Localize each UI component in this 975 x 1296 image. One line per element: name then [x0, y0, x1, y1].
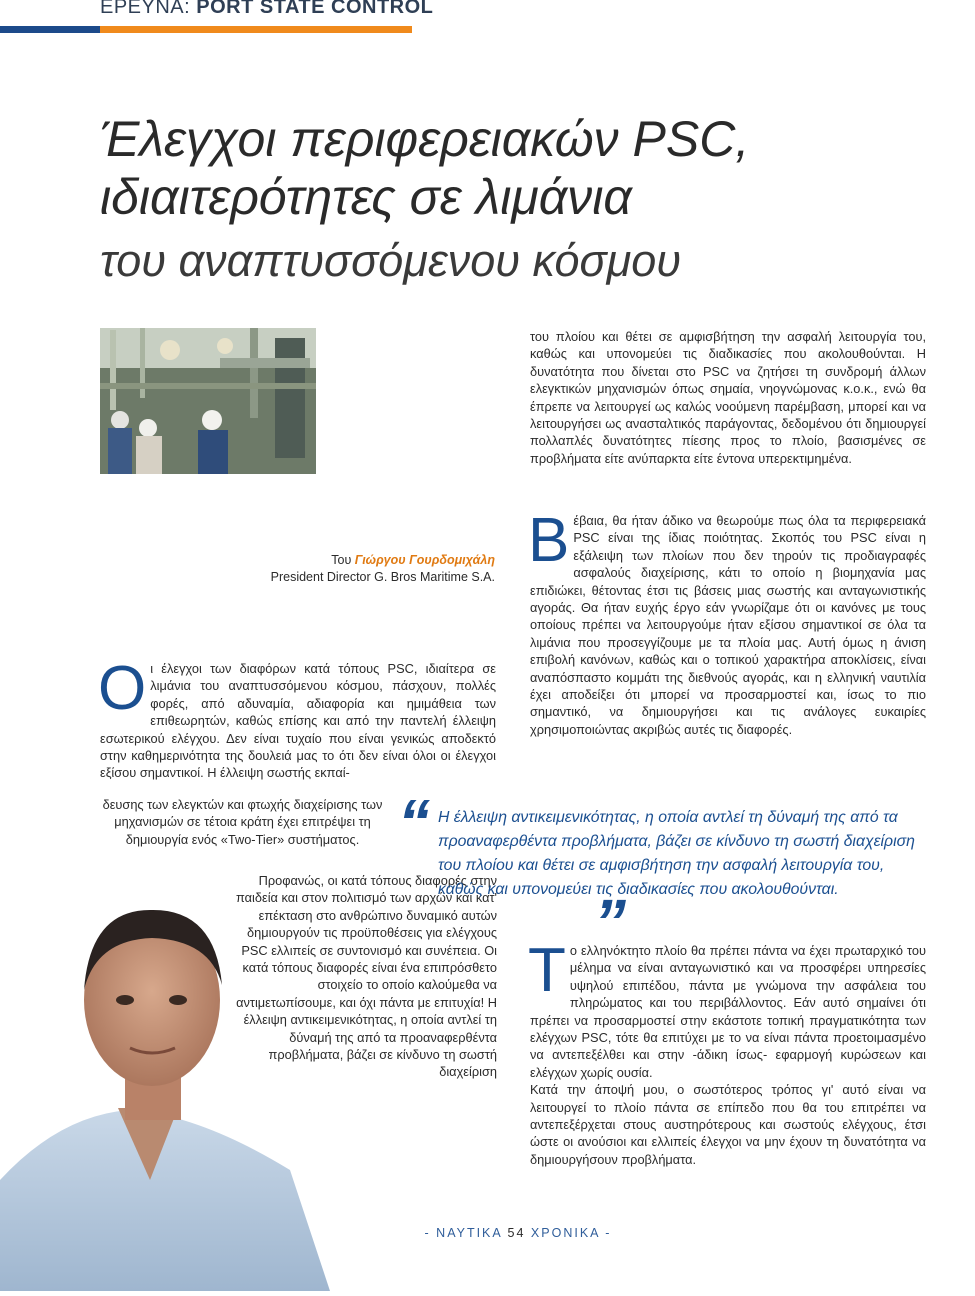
dropcap-o: Ο — [98, 654, 147, 723]
header-bar-blue — [0, 26, 100, 33]
left-bottom-text — [220, 872, 497, 1081]
right-paragraph-1: του πλοίου και θέτει σε αμφισβήτηση την ασφαλή λειτουργία του, καθώς και υπονομεύει τις διαδικασίες που ακολουθούνται. Η δυνατότητα που δίνεται στο PSC να ζητήσει τη συνδρομή άλλων ελεγκτικών μηχανισμών όπως σημαία, νηογνώμονας κ.ο.κ., ενώ θα έπρεπε να λειτουργεί ως καλώς νοούμενη παρέμβαση, μπορεί και να λειτουργήσει ως ανασταλτικός παράγοντας, δεδομένου ότι δημιουργεί πολλαπλές δυνατότητες πίεσης προς το πλοίο, βασισμένες σε προβλήματα είτε ανύπαρκτα είτε έντονα υπερεκτιμημένα. — [530, 329, 926, 466]
page-footer — [0, 1226, 975, 1240]
title-line-1: Έλεγχοι περιφερειακών PSC, — [100, 111, 750, 167]
right-bottom-text — [528, 936, 926, 1168]
title-line-3: του αναπτυσσόμενου κόσμου — [100, 235, 682, 286]
author-prefix: Του — [331, 553, 352, 567]
section-prefix: ΕΡΕΥΝΑ: — [100, 0, 191, 18]
dropcap-v: Β — [528, 506, 570, 575]
title-line-2: ιδιαιτερότητες σε λιμάνια — [100, 169, 632, 225]
left-body-text — [98, 654, 496, 782]
left-paragraph-3: Προφανώς, οι κατά τόπους διαφορές στην παιδεία και στον πολιτισμό των αρχών και κατ' επέκταση στο ανθρώπινο δυναμικό αυτών δημιουργούν τις προϋποθέσεις για ελέγχους PSC ελλιπείς σε συντονισμό και συνέπεια. Οι κατά τόπους διαφορές είναι ένα επιπρόσθετο στοιχείο το οποίο καλούμεθα να αντιμετωπίσουμε, και όχι πάντα με επιτυχία! Η έλλειψη αντικειμενικότητας, η οποία αντλεί τη δύναμή της από τα προαναφερθέντα προβλήματα, βάζει σε κίνδυνο τη σωστή διαχείριση — [236, 873, 497, 1080]
right-mid-text — [528, 506, 926, 738]
quote-close-mark: ” — [594, 886, 626, 958]
pull-quote: Η έλλειψη αντικειμενικότητας, η οποία αντλεί τη δύναμή της από τα προαναφερθέντα προβλήματα, βάζει σε κίνδυνο τη σωστή διαχείριση του πλοίου και θέτει σε αμφισβήτηση την ασφαλή λειτουργία του, καθώς και υπονομεύει τις διαδικασίες που ακολουθούνται. — [438, 809, 915, 898]
author-role: President Director G. Bros Maritime S.A. — [270, 570, 495, 584]
right-top-text — [530, 328, 926, 467]
article-title — [100, 110, 900, 296]
left-paragraph-1: ι έλεγχοι των διαφόρων κατά τόπους PSC, ιδιαίτερα σε λιμάνια του αναπτυσσόμενου κόσμου, πάσχουν, πολλές φορές, από αδυναμία, αδιαφορία και ημιμάθεια των επιθεωρητών, καθώς επίσης και από την παντελή έλλειψη εσωτερικού ελέγχου. Δεν είναι τυχαίο που είναι γενικώς αποδεκτό στην καθημερινότητα της δουλειά μας το ότι δεν είναι όλοι οι έλεγχοι εξίσου σημαντικοί. Η έλλειψη σωστής εκπαί- — [100, 661, 496, 781]
left-paragraph-2: δευσης των ελεγκτών και φτωχής διαχείρισης των μηχανισμών σε τέτοια κράτη έχει επιτρέψει τη δημιουργία ενός «Two-Tier» συστήματος. — [102, 797, 383, 847]
right-paragraph-3: ο ελληνόκτητο πλοίο θα πρέπει πάντα να έχει πρωταρχικό του μέλημα να είναι ανταγωνιστικό και να προσφέρει υπηρεσίες υψηλού επιπέδου, πάντα με γνώμονα την ασφάλεια του πληρώματος και του περιβάλλοντος. Εάν αυτό σημαίνει ότι πρέπει να προσαρμοστεί στην εκάστοτε τοπική πραγματικότητα των ελέγχων PSC, τότε θα επιτύχει με το να είναι πάντα προετοιμασμένο να αντεπεξέλθει και στην -άδικη ίσως- εφαρμογή κυρώσεων και ελέγχων χωρίς ουσία. — [530, 943, 926, 1080]
right-paragraph-2: έβαια, θα ήταν άδικο να θεωρούμε πως όλα τα περιφερειακά PSC είναι της ίδιας ποιότητας. Σκοπός του PSC είναι η εξάλειψη των πλοίων που δεν τηρούν τις προδιαγραφές ασφαλούς διαχείρισης, κάτι το οποίο η βιομηχανία μας επιδιώκει, θέτοντας έτσι τις βάσεις μιας σωστής και ανταγωνιστικής αγοράς. Θα ήταν ευχής έργο εάν γνωρίζαμε ότι οι κανόνες με τους οποίους πρέπει να λειτουργούμε ήταν εξίσου σημαντικοί σε όλα τα λιμάνια που προσεγγίζουμε με τα πλοία μας. Αυτή όμως η άνιση επιβολή κανόνων, καθώς και ο τοπικού χαρακτήρα αποκλίσεις, είναι αναπόσπαστο κομμάτι της διεθνούς αγοράς, και η ελληνική ναυτιλία έχει αποδείξει ότι μπορεί να προσαρμοστεί και, ίσως το πιο σημαντικό, να δημιουργήσει και τις ανάλογες ευκαιρίες χρησιμοποιώντας ακριβώς αυτές τις διαφορές. — [530, 513, 926, 737]
engine-room-photo — [100, 328, 316, 474]
left-narrow-text — [100, 796, 385, 848]
quote-open-mark: “ — [398, 786, 430, 858]
page-number: 54 — [507, 1226, 526, 1240]
footer-right: ΧΡΟΝΙΚΑ - — [530, 1226, 612, 1240]
right-paragraph-4: Κατά την άποψή μου, ο σωστότερος τρόπος γι' αυτό είναι να λειτουργεί το πλοίο πάντα σε επίπεδο που θα του επιτρέπει να αντεπεξέρχεται στους αυστηρότερους και σωστούς ελέγχους, έτσι ώστε οι ανούσιοι και ελλιπείς έλεγχοι να μην έχουν τη δυνατότητα να δημιουργήσουν προβλήματα. — [530, 1082, 926, 1167]
section-title: PORT STATE CONTROL — [196, 0, 434, 18]
author-name: Γιώργου Γουρδομιχάλη — [354, 553, 495, 567]
author-block — [250, 552, 495, 586]
engine-room-illustration — [100, 328, 316, 474]
dropcap-t: Τ — [528, 936, 566, 1005]
section-label — [100, 0, 433, 19]
header-bar-orange — [100, 26, 412, 33]
footer-left: - ΝΑΥΤΙΚΑ — [424, 1226, 503, 1240]
